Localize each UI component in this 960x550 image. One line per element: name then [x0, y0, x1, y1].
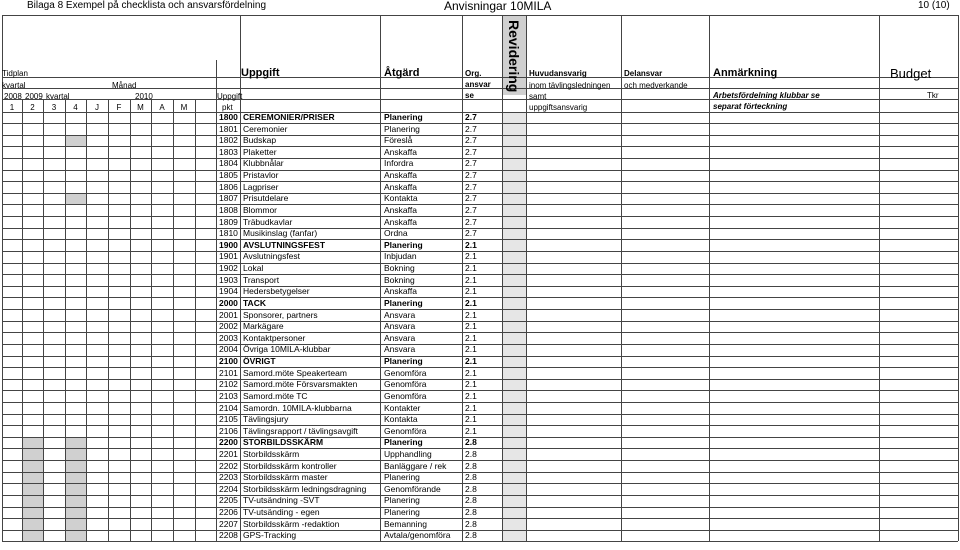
row-divider [2, 414, 958, 415]
se-cell: 2.8 [465, 530, 477, 541]
row-divider [2, 309, 958, 310]
atgard-cell: Genomföra [384, 367, 427, 378]
uppgift-cell: Ceremonier [243, 123, 288, 134]
atgard-cell: Banläggare / rek [384, 460, 447, 471]
uppgift-cell: Hedersbetygelser [243, 286, 310, 297]
revidering-heading: Revidering [506, 20, 522, 93]
timeline-shade [65, 448, 86, 460]
revidering-cell-shade [503, 204, 526, 216]
revidering-cell-shade [503, 448, 526, 460]
revidering-cell-shade [503, 425, 526, 437]
row-divider [2, 297, 958, 298]
se-cell: 2.7 [465, 216, 477, 227]
revidering-cell-shade [503, 483, 526, 495]
uppgift-cell: STORBILDSSKÄRM [243, 437, 324, 448]
uppgift-cell: Budskap [243, 135, 277, 146]
row-divider [2, 170, 958, 171]
atgard-cell: Planering [384, 297, 423, 308]
column-divider [462, 15, 463, 541]
timeline-shade [22, 507, 43, 519]
revidering-cell-shade [503, 297, 526, 309]
budget-heading: Budget [890, 66, 932, 81]
huvudansvarig-heading: Huvudansvarig [529, 69, 587, 78]
se-cell: 2.7 [465, 135, 477, 146]
revidering-cell-shade [503, 263, 526, 275]
timeline-shade [65, 460, 86, 472]
pkt-cell: 1901 [219, 251, 238, 262]
uppgift-cell: TV-utsänding - egen [243, 507, 320, 518]
se-cell: 2.7 [465, 158, 477, 169]
delansvar-heading: Delansvar [624, 69, 663, 78]
pkt-cell: 2004 [219, 344, 238, 355]
timeline-shade [65, 472, 86, 484]
timeline-shade [65, 193, 86, 205]
atgard-cell: Infordra [384, 158, 414, 169]
tkr-label: Tkr [927, 91, 939, 100]
atgard-cell: Planering [384, 472, 420, 483]
se-cell: 2.8 [465, 448, 477, 459]
se-cell: 2.7 [465, 123, 477, 134]
atgard-cell: Anskaffa [384, 204, 417, 215]
kvartal-label-2: kvartal [46, 92, 70, 101]
se-cell: 2.8 [465, 495, 477, 506]
row-divider [2, 344, 958, 345]
revidering-cell-shade [503, 239, 526, 251]
atgard-cell: Avtala/genomföra [384, 530, 451, 541]
pkt-cell: 2003 [219, 332, 238, 343]
revidering-cell-shade [503, 414, 526, 426]
uppgift-cell: Transport [243, 274, 280, 285]
row-divider [2, 379, 958, 380]
row-divider [2, 437, 958, 438]
revidering-cell-shade [503, 286, 526, 298]
row-divider [2, 460, 958, 461]
atgard-cell: Genomföra [384, 379, 427, 390]
atgard-cell: Planering [384, 239, 423, 250]
row-divider [2, 216, 958, 217]
pkt-cell: 1810 [219, 228, 238, 239]
row-divider [2, 181, 958, 182]
month-label: 1 [9, 103, 15, 112]
pkt-cell: 2204 [219, 483, 238, 494]
atgard-cell: Genomföra [384, 390, 427, 401]
revidering-cell-shade [503, 379, 526, 391]
timeline-shade [65, 483, 86, 495]
se-cell: 2.8 [465, 437, 477, 448]
revidering-cell-shade [503, 146, 526, 158]
column-divider [879, 15, 880, 541]
revidering-cell-shade [503, 367, 526, 379]
atgard-cell: Ansvara [384, 309, 416, 320]
pkt-cell: 2203 [219, 472, 238, 483]
se-cell: 2.7 [465, 112, 477, 122]
pkt-cell: 1804 [219, 158, 238, 169]
uppgift-cell: CEREMONIER/PRISER [243, 112, 335, 122]
row-divider [2, 239, 958, 240]
se-cell: 2.7 [465, 228, 477, 239]
revidering-cell-shade [503, 193, 526, 205]
uppgiftsansvarig-label: uppgiftsansvarig [529, 103, 588, 112]
month-label: M [137, 103, 144, 112]
pkt-cell: 1802 [219, 135, 238, 146]
org-label: Org. [465, 69, 482, 78]
timeline-shade [65, 530, 86, 542]
row-divider [2, 495, 958, 496]
month-label: A [159, 103, 165, 112]
pkt-cell: 2002 [219, 321, 238, 332]
column-divider [216, 60, 217, 541]
uppgift-cell: Kontaktpersoner [243, 332, 306, 343]
revidering-cell-shade [503, 356, 526, 368]
se-cell: 2.8 [465, 483, 477, 494]
timeline-shade [22, 518, 43, 530]
pkt-cell: 1807 [219, 193, 238, 204]
atgard-cell: Genomföra [384, 425, 427, 436]
row-divider [2, 274, 958, 275]
tidplan-label: Tidplan [2, 69, 28, 78]
se-cell: 2.1 [465, 274, 477, 285]
uppgift-cell: AVSLUTNINGSFEST [243, 239, 326, 250]
se-cell: 2.1 [465, 367, 477, 378]
se-cell: 2.1 [465, 425, 477, 436]
uppgift-cell: Plaketter [243, 146, 277, 157]
table-border-top [2, 15, 958, 16]
atgard-cell: Inbjudan [384, 251, 417, 262]
pkt-cell: 1900 [219, 239, 238, 250]
uppgift-cell: Storbildsskärm -redaktion [243, 518, 340, 529]
se-cell: 2.8 [465, 472, 477, 483]
row-divider [2, 472, 958, 473]
uppgift-cell: Storbildsskärm kontroller [243, 460, 337, 471]
column-divider [502, 15, 503, 541]
se-cell: 2.1 [465, 239, 477, 250]
month-label: F [116, 103, 122, 112]
atgard-cell: Anskaffa [384, 181, 417, 192]
atgard-cell: Kontakter [384, 402, 421, 413]
uppgift-cell: Lagpriser [243, 181, 279, 192]
se-cell: 2.1 [465, 390, 477, 401]
row-divider [2, 367, 958, 368]
uppgift-cell: Övriga 10MILA-klubbar [243, 344, 331, 355]
atgard-cell: Ansvara [384, 332, 416, 343]
se-cell: 2.1 [465, 286, 477, 297]
se-cell: 2.1 [465, 321, 477, 332]
uppgift-cell: Tävlingsrapport / tävlingsavgift [243, 425, 358, 436]
pkt-cell: 2201 [219, 448, 238, 459]
se-cell: 2.7 [465, 204, 477, 215]
se-cell: 2.8 [465, 518, 477, 529]
atgard-cell: Genomförande [384, 483, 441, 494]
separat-note: separat förteckning [713, 102, 788, 111]
atgard-cell: Anskaffa [384, 146, 417, 157]
timeline-shade [22, 495, 43, 507]
revidering-cell-shade [503, 274, 526, 286]
atgard-cell: Kontakta [384, 193, 418, 204]
uppgift-cell: Markägare [243, 321, 284, 332]
pkt-cell: 1902 [219, 263, 238, 274]
row-divider [2, 425, 958, 426]
row-divider [2, 448, 958, 449]
pkt-cell: 2105 [219, 414, 238, 425]
medverkande-label: och medverkande [624, 81, 688, 90]
revidering-cell-shade [503, 332, 526, 344]
pkt-cell: 1904 [219, 286, 238, 297]
se-cell: 2.1 [465, 297, 477, 308]
timeline-shade [22, 472, 43, 484]
year-2008: 2008 [4, 92, 22, 101]
se-cell: 2.1 [465, 332, 477, 343]
atgard-cell: Föreslå [384, 135, 413, 146]
uppgift-cell: Sponsorer, partners [243, 309, 318, 320]
pkt-cell: 1806 [219, 181, 238, 192]
pkt-cell: 2104 [219, 402, 238, 413]
revidering-cell-shade [503, 495, 526, 507]
row-divider [2, 204, 958, 205]
timeline-shade [65, 437, 86, 449]
pkt-cell: 1803 [219, 146, 238, 157]
atgard-cell: Upphandling [384, 448, 432, 459]
timeline-shade [22, 448, 43, 460]
atgard-cell: Ordna [384, 228, 408, 239]
revidering-cell-shade [503, 251, 526, 263]
pkt-cell: 2101 [219, 367, 238, 378]
se-cell: 2.1 [465, 414, 477, 425]
page-number: 10 (10) [918, 0, 950, 11]
pkt-cell: 2207 [219, 518, 238, 529]
pkt-cell: 2106 [219, 425, 238, 436]
row-divider [2, 356, 958, 357]
month-label: 2 [30, 103, 35, 112]
year-2010: 2010 [135, 92, 153, 101]
atgard-cell: Ansvara [384, 344, 416, 355]
row-divider [2, 263, 958, 264]
revidering-cell-shade [503, 472, 526, 484]
revidering-cell-shade [503, 112, 526, 124]
revidering-cell-shade [503, 518, 526, 530]
atgard-cell: Planering [384, 495, 420, 506]
se-cell: 2.8 [465, 460, 477, 471]
uppgift-cell: Storbildsskärm [243, 448, 300, 459]
pkt-label: pkt [222, 103, 233, 112]
pkt-cell: 2001 [219, 309, 238, 320]
pkt-cell: 2100 [219, 356, 238, 367]
atgard-cell: Kontakta [384, 414, 418, 425]
timeline-shade [65, 518, 86, 530]
revidering-cell-shade [503, 170, 526, 182]
se-cell: 2.1 [465, 251, 477, 262]
atgard-heading: Åtgärd [384, 67, 420, 79]
uppgift-cell: Klubbnålar [243, 158, 284, 169]
revidering-cell-shade [503, 402, 526, 414]
manad-label: Månad [112, 81, 137, 90]
row-divider [2, 402, 958, 403]
uppgift-cell: Musikinslag (fanfar) [243, 228, 318, 239]
revidering-cell-shade [503, 507, 526, 519]
uppgift-small-label: Uppgift [217, 92, 243, 101]
se-cell: 2.7 [465, 170, 477, 181]
se-cell: 2.1 [465, 344, 477, 355]
pkt-cell: 1808 [219, 204, 238, 215]
uppgift-cell: Samord.möte Försvarsmakten [243, 379, 358, 390]
column-divider [621, 15, 622, 541]
ansvar-label: ansvar [465, 80, 491, 89]
row-divider [2, 146, 958, 147]
uppgift-cell: Prisutdelare [243, 193, 289, 204]
se-cell: 2.1 [465, 402, 477, 413]
atgard-cell: Planering [384, 356, 423, 367]
uppgift-cell: TV-utsändning -SVT [243, 495, 320, 506]
timeline-shade [65, 507, 86, 519]
se-cell: 2.7 [465, 181, 477, 192]
revidering-cell-shade [503, 460, 526, 472]
revidering-cell-shade [503, 390, 526, 402]
uppgift-cell: Avslutningsfest [243, 251, 301, 262]
revidering-cell-shade [503, 228, 526, 240]
row-divider [2, 286, 958, 287]
se-cell: 2.7 [465, 146, 477, 157]
atgard-cell: Bokning [384, 274, 415, 285]
revidering-cell-shade [503, 135, 526, 147]
atgard-cell: Planering [384, 507, 420, 518]
column-divider [709, 15, 710, 541]
revidering-cell-shade [503, 344, 526, 356]
atgard-cell: Planering [384, 123, 420, 134]
atgard-cell: Ansvara [384, 321, 416, 332]
inom-label: inom tävlingsledningen [529, 81, 611, 90]
row-divider [2, 123, 958, 124]
row-divider [2, 507, 958, 508]
revidering-cell-shade [503, 530, 526, 542]
revidering-cell-shade [503, 181, 526, 193]
uppgift-cell: GPS-Tracking [243, 530, 297, 541]
pkt-cell: 2202 [219, 460, 238, 471]
pkt-cell: 2200 [219, 437, 238, 448]
se-cell: 2.8 [465, 507, 477, 518]
uppgift-cell: Pristavlor [243, 170, 279, 181]
uppgift-cell: Tävlingsjury [243, 414, 289, 425]
month-label: 3 [51, 103, 57, 112]
column-divider [380, 15, 381, 541]
se-cell: 2.1 [465, 263, 477, 274]
kvartal-label: kvartal [2, 81, 26, 90]
row-divider [2, 158, 958, 159]
pkt-cell: 1805 [219, 170, 238, 181]
atgard-cell: Bokning [384, 263, 415, 274]
revidering-cell-shade [503, 309, 526, 321]
row-divider [2, 112, 958, 113]
row-divider [2, 483, 958, 484]
uppgift-cell: Storbildsskärm ledningsdragning [243, 483, 367, 494]
pkt-cell: 1903 [219, 274, 238, 285]
pkt-cell: 2000 [219, 297, 238, 308]
row-divider [2, 332, 958, 333]
timeline-shade [22, 460, 43, 472]
samt-label: samt [529, 92, 547, 101]
atgard-cell: Anskaffa [384, 286, 417, 297]
uppgift-cell: Lokal [243, 263, 264, 274]
uppgift-cell: TACK [243, 297, 266, 308]
se-cell: 2.1 [465, 379, 477, 390]
row-divider [2, 251, 958, 252]
se-cell: 2.7 [465, 193, 477, 204]
anmarkning-heading: Anmärkning [713, 67, 778, 79]
row-divider [2, 193, 958, 194]
se-cell: 2.1 [465, 309, 477, 320]
uppgift-cell: Samord.möte TC [243, 390, 308, 401]
revidering-cell-shade [503, 123, 526, 135]
uppgift-cell: Träbudkavlar [243, 216, 293, 227]
timeline-shade [65, 135, 86, 147]
column-divider [2, 15, 3, 541]
pkt-cell: 2103 [219, 390, 238, 401]
uppgift-cell: ÖVRIGT [243, 356, 276, 367]
revidering-cell-shade [503, 321, 526, 333]
uppgift-cell: Blommor [243, 204, 278, 215]
row-divider [2, 135, 958, 136]
pkt-cell: 1809 [219, 216, 238, 227]
pkt-cell: 2208 [219, 530, 238, 541]
row-divider [2, 518, 958, 519]
pkt-cell: 2206 [219, 507, 238, 518]
uppgift-heading: Uppgift [241, 67, 280, 79]
se-cell: 2.1 [465, 356, 477, 367]
atgard-cell: Planering [384, 112, 423, 122]
se-label: se [465, 91, 474, 100]
pkt-cell: 2205 [219, 495, 238, 506]
month-label: M [180, 103, 188, 112]
timeline-shade [22, 530, 43, 542]
uppgift-cell: Samordn. 10MILA-klubbarna [243, 402, 352, 413]
timeline-shade [22, 437, 43, 449]
year-2009: 2009 [25, 92, 43, 101]
timeline-shade [65, 495, 86, 507]
arbetsfordelning-note: Arbetsfördelning klubbar se [713, 91, 820, 100]
uppgift-cell: Samord.möte Speakerteam [243, 367, 347, 378]
row-divider [2, 228, 958, 229]
revidering-cell-shade [503, 216, 526, 228]
pkt-cell: 2102 [219, 379, 238, 390]
atgard-cell: Planering [384, 437, 423, 448]
row-divider [2, 530, 958, 531]
pkt-cell: 1801 [219, 123, 238, 134]
column-divider [958, 15, 959, 541]
revidering-cell-shade [503, 158, 526, 170]
pkt-cell: 1800 [219, 112, 238, 122]
month-label: 4 [73, 103, 78, 112]
row-divider [2, 390, 958, 391]
atgard-cell: Anskaffa [384, 170, 417, 181]
month-label: J [95, 103, 99, 112]
row-divider [2, 321, 958, 322]
timeline-shade [22, 483, 43, 495]
atgard-cell: Bemanning [384, 518, 428, 529]
document-title: Bilaga 8 Exempel på checklista och ansvarsfördelning [27, 0, 267, 11]
revidering-cell-shade [503, 437, 526, 449]
row-divider [2, 541, 958, 542]
uppgift-cell: Storbildsskärm master [243, 472, 328, 483]
column-divider [526, 15, 527, 541]
document-subtitle: Anvisningar 10MILA [444, 0, 552, 13]
atgard-cell: Anskaffa [384, 216, 417, 227]
